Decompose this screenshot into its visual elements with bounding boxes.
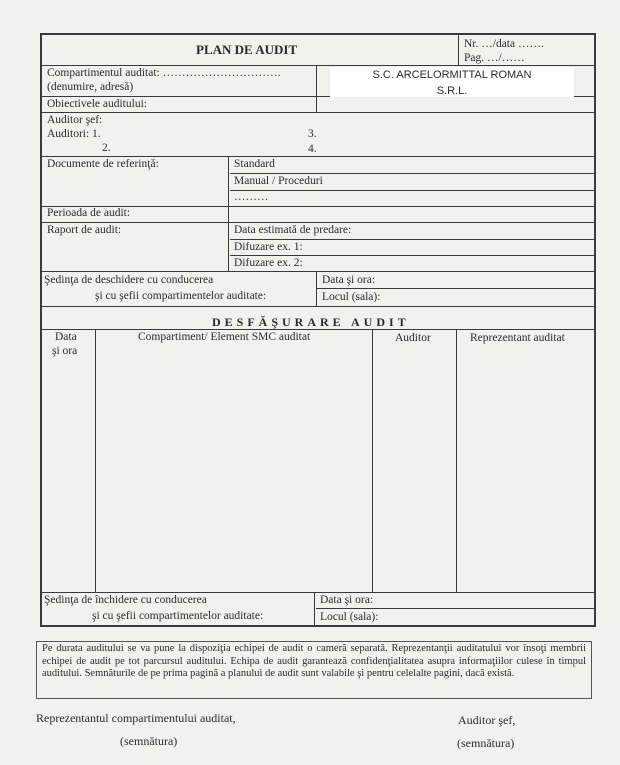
rule xyxy=(316,65,317,112)
rule xyxy=(230,239,595,240)
distribution-1-label: Difuzare ex. 1: xyxy=(234,241,303,253)
column-auditor-header: Auditor xyxy=(395,332,431,344)
audited-department-label: Compartimentul auditat: …………………………. xyxy=(47,67,281,79)
column-representative-header: Reprezentant auditat xyxy=(470,332,565,344)
company-name-line2: S.R.L. xyxy=(436,85,468,97)
column-date-header-1: Data xyxy=(55,331,77,343)
rule xyxy=(40,329,595,330)
document-number-date: Nr. …/data ……. xyxy=(464,38,544,50)
rule xyxy=(40,33,595,35)
distribution-2-label: Difuzare ex. 2: xyxy=(234,257,303,269)
rule xyxy=(40,306,595,307)
delivery-date-label: Data estimată de predare: xyxy=(234,224,352,236)
audit-period-label: Perioada de audit: xyxy=(47,207,131,219)
auditors-label: Auditori: 1. xyxy=(47,128,101,140)
auditor-2-label: 2. xyxy=(102,142,111,154)
rule xyxy=(40,222,595,223)
company-name xyxy=(330,67,574,97)
opening-meeting-label-2: şi cu şefii compartimentelor auditate: xyxy=(95,290,267,302)
rule xyxy=(40,33,42,627)
rule xyxy=(314,592,315,626)
representative-signature-line: (semnătura) xyxy=(120,734,178,748)
rule xyxy=(316,608,595,609)
rule xyxy=(230,173,595,174)
auditor-3-label: 3. xyxy=(308,128,317,140)
page-number: Pag. …/…… xyxy=(464,52,525,64)
rule xyxy=(316,288,595,289)
rule xyxy=(230,190,595,191)
company-name-line1: S.C. ARCELORMITTAL ROMAN xyxy=(372,69,532,81)
standard-label: Standard xyxy=(234,158,275,170)
rule xyxy=(458,33,459,65)
column-date-header-2: şi ora xyxy=(52,345,78,357)
rule xyxy=(230,255,595,256)
manual-procedures-label: Manual / Proceduri xyxy=(234,175,323,187)
audit-schedule-title: DESFĂŞURARE AUDIT xyxy=(212,315,410,329)
opening-location-label: Locul (sala): xyxy=(322,291,381,303)
closing-meeting-label-1: Şedinţa de închidere cu conducerea xyxy=(44,594,207,606)
rule xyxy=(40,592,595,593)
column-department-header: Compartiment/ Element SMC auditat xyxy=(138,331,311,343)
document-title: PLAN DE AUDIT xyxy=(196,42,298,57)
rule xyxy=(40,156,595,157)
audit-report-label: Raport de audit: xyxy=(47,224,122,236)
closing-location-label: Locul (sala): xyxy=(320,611,379,623)
lead-auditor-signature-title: Auditor şef, xyxy=(458,713,516,727)
rule xyxy=(456,329,457,592)
lead-auditor-signature-line: (semnătura) xyxy=(457,736,515,750)
rule xyxy=(594,33,596,627)
lead-auditor-label: Auditor şef: xyxy=(47,114,103,126)
auditor-4-label: 4. xyxy=(308,143,317,155)
closing-meeting-label-2: şi cu şefii compartimentelor auditate: xyxy=(92,610,264,622)
rule xyxy=(372,329,373,592)
rule xyxy=(40,271,595,272)
opening-date-time-label: Data şi ora: xyxy=(322,274,376,286)
objectives-label: Obiectivele auditului: xyxy=(47,98,147,110)
representative-signature-title: Reprezentantul compartimentului auditat, xyxy=(36,711,236,725)
rule xyxy=(228,156,229,271)
rule xyxy=(40,112,595,113)
department-address-label: (denumire, adresă) xyxy=(47,81,134,93)
rule xyxy=(316,271,317,306)
closing-date-time-label: Data şi ora: xyxy=(320,594,374,606)
rule xyxy=(40,65,595,66)
opening-meeting-label-1: Şedinţa de deschidere cu conducerea xyxy=(44,274,214,286)
reference-documents-label: Documente de referinţă: xyxy=(47,158,159,170)
confidentiality-note: Pe durata auditului se va pune la dispoziţia echipei de audit o cameră separată. Reprezentanţii auditatului vor însoţi membrii echipei de audit pe tot parcursul auditului. Echipa de audit garantează confidenţialitatea asupra informaţiilor culese în timpul auditului. Semnăturile de pe prima pagină a planului de audit sunt valabile şi pentru celelalte pagini, dacă există. xyxy=(42,643,586,679)
rule xyxy=(40,625,595,627)
rule xyxy=(95,329,96,592)
dots-placeholder: ……… xyxy=(234,191,269,203)
